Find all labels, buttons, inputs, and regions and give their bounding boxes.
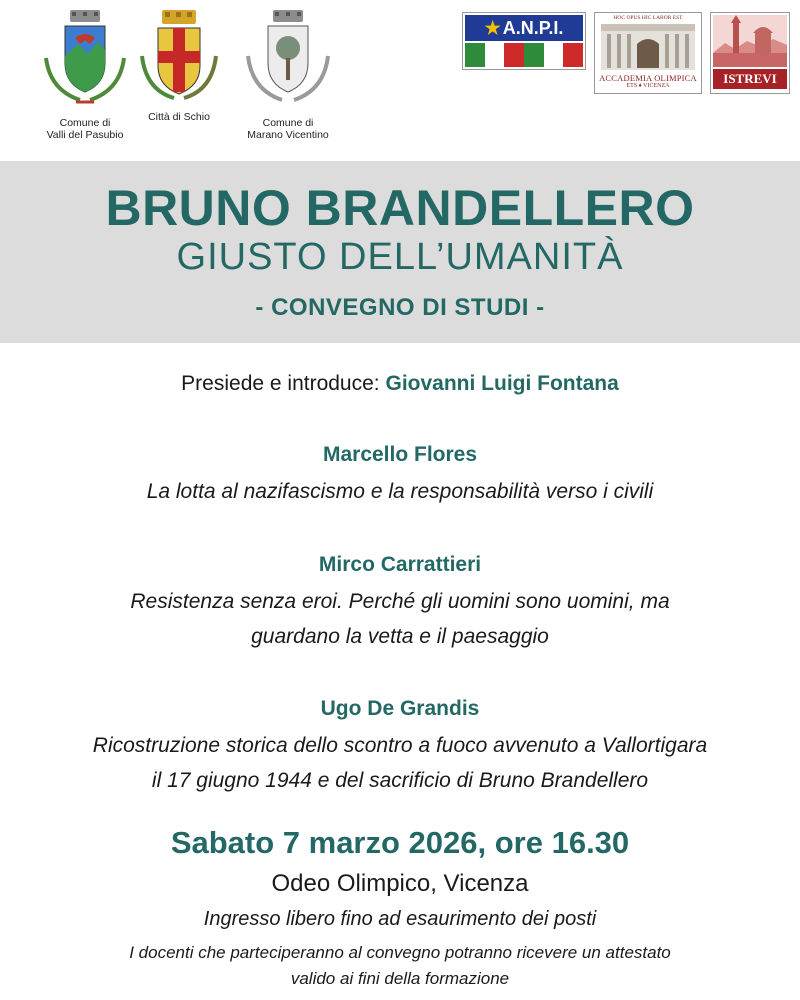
istrevi-label: ISTREVI: [713, 69, 787, 89]
event-place: Odeo Olimpico, Vicenza: [271, 870, 529, 897]
valli-caption-line2: Valli del Pasubio: [46, 129, 124, 141]
talk-title-line: La lotta al nazifascismo e la responsabilità verso i civili: [146, 480, 654, 503]
theatre-facade-icon: [595, 22, 701, 72]
event-title: BRUNO BRANDELLERO: [105, 180, 695, 236]
marano-caption-line2: Marano Vicentino: [247, 129, 329, 141]
marano-vicentino-logo: [238, 8, 338, 141]
chair-label: Presiede e introduce:: [181, 372, 380, 395]
italian-flag-stripes: [465, 43, 583, 67]
city-skyline-icon: [711, 13, 789, 69]
speaker-name: Marcello Flores: [322, 443, 478, 466]
event-date: Sabato 7 marzo 2026, ore 16.30: [170, 825, 630, 860]
valli-coat-of-arms-icon: [40, 8, 130, 112]
valli-del-pasubio-logo: [40, 8, 130, 141]
anpi-label: A.N.P.I.: [502, 18, 564, 38]
star-icon: ★: [484, 18, 501, 38]
valli-caption-line1: Comune di: [59, 117, 111, 129]
talk-title-line: Ricostruzione storica dello scontro a fuoco avvenuto a Vallortigara: [92, 734, 708, 757]
chair-name: Giovanni Luigi Fontana: [385, 372, 619, 395]
talk-title-line: guardano la vetta e il paesaggio: [251, 625, 549, 648]
schio-coat-of-arms-icon: [138, 8, 220, 106]
municipal-logos: [40, 8, 340, 148]
schio-caption: Città di Schio: [148, 111, 210, 123]
marano-coat-of-arms-icon: [238, 8, 338, 112]
accademia-olimpica-logo: [594, 12, 702, 94]
teachers-note-line: valido ai fini della formazione: [290, 969, 510, 988]
event-subtitle: GIUSTO DELL’UMANITÀ: [176, 236, 624, 278]
talk-title-line: Resistenza senza eroi. Perché gli uomini sono uomini, ma: [130, 590, 670, 613]
teachers-note-line: I docenti che parteciperanno al convegno potranno ricevere un attestato: [129, 943, 671, 962]
accademia-name: ACCADEMIA OLIMPICA: [599, 73, 697, 83]
entry-note: Ingresso libero fino ad esaurimento dei posti: [203, 908, 597, 930]
schio-logo: [138, 8, 220, 123]
speaker-name: Ugo De Grandis: [320, 697, 480, 720]
talk-title-line: il 17 giugno 1944 e del sacrificio di Bruno Brandellero: [151, 769, 649, 792]
accademia-sub: ETS ♦ VICENZA: [626, 83, 670, 89]
convegno-label: - CONVEGNO DI STUDI -: [255, 294, 545, 321]
istrevi-logo: [710, 12, 790, 94]
accademia-motto: HOC OPUS HIC LABOR EST: [613, 15, 683, 21]
chair-line: [0, 370, 800, 398]
speaker-name: Mirco Carrattieri: [318, 553, 482, 576]
title-banner: [0, 161, 800, 343]
marano-caption-line1: Comune di: [262, 117, 314, 129]
anpi-logo: [462, 12, 586, 70]
partner-logos: [462, 12, 792, 96]
